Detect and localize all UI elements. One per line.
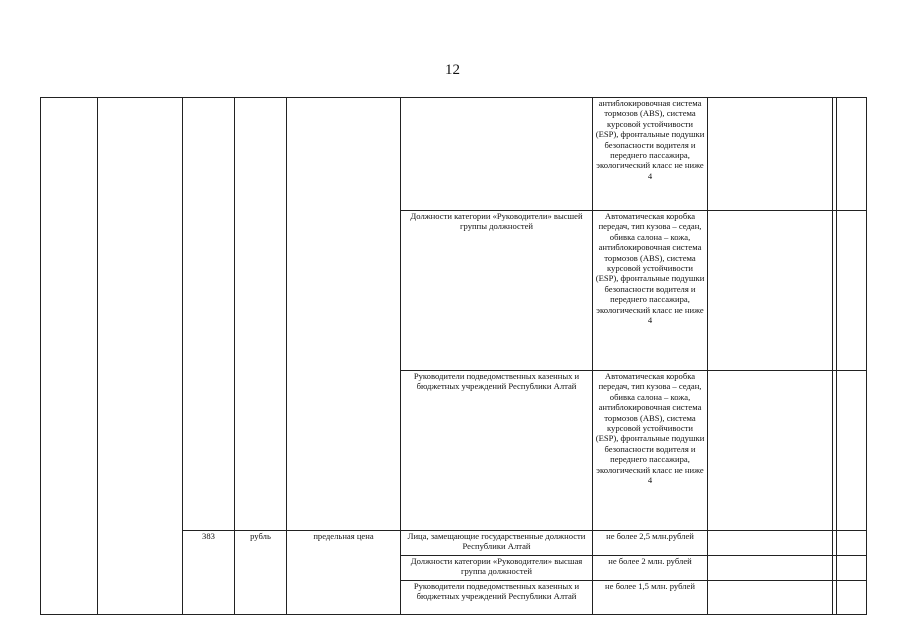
cell-blank (837, 98, 867, 211)
cell-value (593, 581, 708, 615)
cell-blank (837, 371, 867, 531)
cell-unit (235, 531, 287, 615)
spec-text: Автоматическая коробка передач, тип кузова – седан, обивка салона – кожа, антиблокировочная система тормозов (ABS), система курсовой устойчивости (ESP), фронтальные подушки безопасности водителя и переднего пассажира, экологический класс не ниже 4 (595, 211, 705, 326)
cell-blank (287, 211, 401, 371)
cell-characteristic (287, 531, 401, 615)
cell-blank (235, 98, 287, 211)
cell-blank (708, 98, 833, 211)
value-text: не более 2,5 млн.рублей (606, 531, 694, 541)
cell-blank (41, 581, 98, 615)
cell-blank (183, 211, 235, 371)
cell-blank (708, 211, 833, 371)
cell-blank (183, 371, 235, 531)
cell-spec (593, 211, 708, 371)
spec-text: Автоматическая коробка передач, тип кузова – седан, обивка салона – кожа, антиблокировочная система тормозов (ABS), система курсовой устойчивости (ESP), фронтальные подушки безопасности водителя и переднего пассажира, экологический класс не ниже 4 (595, 371, 705, 486)
cell-blank (41, 211, 98, 371)
table-row (41, 211, 867, 371)
cell-position (401, 371, 593, 531)
cell-position (401, 211, 593, 371)
cell-blank (41, 556, 98, 581)
position-text: Должности категории «Руководители» высшей группы должностей (410, 211, 583, 232)
cell-position (401, 581, 593, 615)
cell-position (401, 98, 593, 211)
cell-blank (235, 371, 287, 531)
cell-value (593, 556, 708, 581)
table-row (41, 581, 867, 615)
cell-blank (183, 98, 235, 211)
requirements-table (40, 97, 867, 615)
cell-blank (708, 581, 833, 615)
unit-text: рубль (250, 531, 271, 541)
cell-blank (41, 371, 98, 531)
cell-blank (837, 211, 867, 371)
cell-blank (708, 556, 833, 581)
position-text: Лица, замещающие государственные должности Республики Алтай (407, 531, 586, 552)
position-text: Должности категории «Руководители» высшая группа должностей (410, 556, 583, 577)
cell-blank (287, 98, 401, 211)
cell-code (183, 531, 235, 615)
cell-blank (235, 211, 287, 371)
cell-blank (837, 531, 867, 556)
cell-blank (98, 371, 183, 531)
cell-blank (287, 371, 401, 531)
cell-blank (98, 211, 183, 371)
cell-value (593, 531, 708, 556)
cell-blank (41, 531, 98, 556)
code-text: 383 (202, 531, 215, 541)
page-number: 12 (445, 62, 460, 78)
cell-blank (98, 556, 183, 581)
cell-blank (98, 581, 183, 615)
table-row (41, 98, 867, 211)
cell-blank (837, 556, 867, 581)
cell-blank (41, 98, 98, 211)
cell-blank (837, 581, 867, 615)
value-text: не более 1,5 млн. рублей (605, 581, 695, 591)
characteristic-text: предельная цена (313, 531, 374, 541)
cell-blank (708, 531, 833, 556)
cell-blank (98, 531, 183, 556)
cell-blank (708, 371, 833, 531)
spec-text: антиблокировочная система тормозов (ABS), система курсовой устойчивости (ESP), фронтальные подушки безопасности водителя и переднего пассажира, экологический класс не ниже 4 (595, 98, 705, 181)
cell-spec (593, 371, 708, 531)
table-row (41, 556, 867, 581)
cell-position (401, 556, 593, 581)
value-text: не более 2 млн. рублей (608, 556, 692, 566)
cell-position (401, 531, 593, 556)
position-text: Руководители подведомственных казенных и бюджетных учреждений Республики Алтай (413, 581, 580, 602)
position-text: Руководители подведомственных казенных и бюджетных учреждений Республики Алтай (413, 371, 580, 392)
table-row (41, 371, 867, 531)
cell-blank (98, 98, 183, 211)
table-row (41, 531, 867, 556)
cell-spec (593, 98, 708, 211)
